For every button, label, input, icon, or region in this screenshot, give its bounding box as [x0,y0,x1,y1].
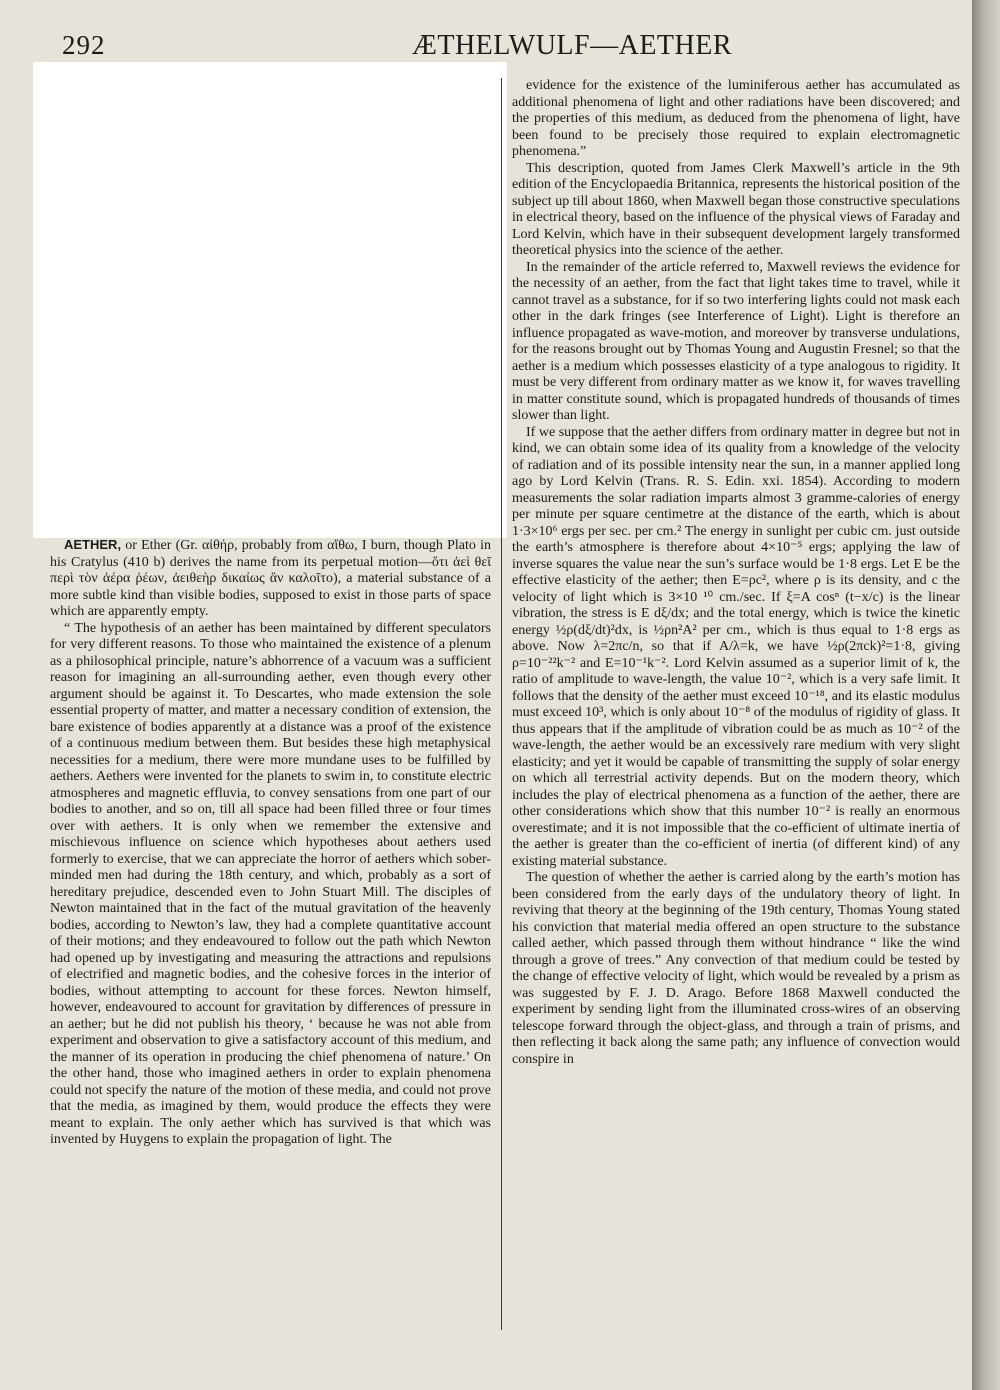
quote-continuation: evidence for the existence of the luminiferous aether has accumulated as additional phenomena of light and other radiations have been discovered; and the properties of this medium, as deduced from the phenomena of light, have been found to be precisely those required to explain electromagnetic phenomena.” [512,78,960,159]
aether-convection-paragraph: The question of whether the aether is carried along by the earth’s motion has been considered from the early days of the undulatory theory of light. In reviving that theory at the beginning of the 19th century, Thomas Young stated his conviction that material media offered an open structure to the substance called aether, which passed through them without hindrance “ like the wind through a grove of trees.” Any convection of that medium could be tested by the change of effective velocity of light, which would be revealed by a prism as was suggested by F. J. D. Arago. Before 1868 Maxwell conducted the experiment by sending light from the illuminated cross-wires of an observing telescope forward through the object-glass, and through a train of prisms, and then reflecting it back along the same path; any influence of convection would conspire in [512,870,960,1067]
necessity-of-aether-paragraph: In the remainder of the article referred to, Maxwell reviews the evidence for the necessity of an aether, from the fact that light takes time to travel, while it cannot travel as a substance, for if so two interfering lights could not mask each other in the dark fringes (see Interference of Light). Light is therefore an influence propagated as wave-motion, and moreover by transverse undulations, for the reasons brought out by Thomas Young and Augustin Fresnel; so that the aether is a medium which possesses elasticity of a type analogous to rigidity. It must be very different from ordinary matter as we know it, for waves travelling in matter constitute sound, which is propagated hundreds of thousands of times slower than light. [512,259,960,423]
redacted-block [33,62,507,538]
page-number: 292 [62,30,106,60]
aether-entry-intro [50,537,491,621]
running-head: ÆTHELWULF—AETHER [411,30,733,61]
maxwell-quote-paragraph: “ The hypothesis of an aether has been maintained by different speculators for very different reasons. To those who maintained the existence of a plenum as a philosophical principle, nature’s abhorrence of a vacuum was a sufficient reason for imagining an all-surrounding aether, even though every other argument should be against it. To Descartes, who made extension the sole essential property of matter, and matter a necessary condition of extension, the bare existence of bodies apparently at a distance was a proof of the existence of a continuous medium between them. But besides these high metaphysical necessities for a medium, there were more mundane uses to be fulfilled by aethers. Aethers were invented for the planets to swim in, to constitute electric atmospheres and magnetic effluvia, to convey sensations from one part of our bodies to another, and so on, till all space had been filled three or four times over with aethers. It is only when we remember the extensive and mischievous influence on science which hypotheses about aethers used formerly to exercise, that we can appreciate the horror of aethers which sober-minded men had during the 18th century, and which, probably as a sort of hereditary prejudice, descended even to John Stuart Mill. The disciples of Newton maintained that in the fact of the mutual gravitation of the heavenly bodies, according to Newton’s law, they had a complete quantitative account of their motions; and they endeavoured to follow out the path which Newton had opened up by investigating and measuring the attractions and repulsions of electrified and magnetic bodies, and the cohesive forces in the interior of bodies, without attempting to account for these forces. Newton himself, however, endeavoured to account for gravitation by differences of pressure in an aether; but he did not publish his theory, ‘ because he was not able from experiment and observation to give a satisfactory account of this medium, and the manner of its operation in producing the chief phenomena of nature.’ On the other hand, those who imagined aethers in order to explain phenomena could not specify the nature of the motion of these media, and could not prove that the media, as imagined by them, would produce the effects they were meant to explain. The only aether which has survived is that which was invented by Huygens to explain the propagation of light. The [50,620,491,1147]
aether-density-paragraph: If we suppose that the aether differs from ordinary matter in degree but not in kind, we can obtain some idea of its quality from a knowledge of the velocity of radiation and of its possible intensity near the sun, in a manner applied long ago by Lord Kelvin (Trans. R. S. Edin. xxi. 1854). According to modern measurements the solar radiation imparts almost 3 gramme-calories of energy per minute per square centimetre at the distance of the earth, which is about 1·3×10⁶ ergs per sec. per cm.² The energy in sunlight per cubic cm. just outside the earth’s atmosphere is therefore about 4×10⁻⁵ ergs; applying the law of inverse squares the value near the sun’s surface would be 1·8 ergs. Let E be the effective elasticity of the aether; then E=ρc², where ρ is its density, and c the velocity of light which is 3×10 ¹⁰ cm./sec. If ξ=A cosⁿ (t−x/c) is the linear vibration, the stress is E dξ/dx; and the total energy, which is twice the kinetic energy ½ρ(dξ/dt)²dx, is ½ρn²A² per cm., which is thus equal to 1·8 ergs as above. Now λ=2πc/n, so that if A/λ=k, we have ½ρ(2πck)²=1·8, giving ρ=10⁻²²k⁻² and E=10⁻¹k⁻². Lord Kelvin assumed as a superior limit of k, the ratio of amplitude to wave-length, the value 10⁻², which is a very safe limit. It follows that the density of the aether must exceed 10⁻¹⁸, and its elastic modulus must exceed 10³, which is only about 10⁻⁸ of the modulus of rigidity of glass. It thus appears that if the amplitude of vibration could be as much as 10⁻² of the wave-length, the aether would be an excessively rare medium with very slight elasticity; and yet it would be capable of transmitting the supply of solar energy on which all terrestrial activity depends. But on the modern theory, which includes the play of electrical phenomena as a function of the aether, there are other considerations which show that this number 10⁻² is really an enormous overestimate; and it is not impossible that the co-efficient of ultimate inertia of the aether is greater than the co-efficient of inertia (of different kind) of any existing material substance. [512,424,960,869]
headword-aether: AETHER, [64,537,122,552]
maxwell-description-paragraph: This description, quoted from James Clerk Maxwell’s article in the 9th edition of the Encyclopaedia Britannica, represents the historical position of the subject up till about 1860, when Maxwell began those constructive speculations in electrical theory, based on the influence of the physical views of Faraday and Lord Kelvin, which have in their subsequent development largely transformed theoretical physics into the science of the aether. [512,160,960,258]
intro-text: or Ether (Gr. αἰθήρ, probably from αἴθω, I burn, though Plato in his Cratylus (410 b) derives the name from its perpetual motion—ὅτι ἀεὶ θεῖ περὶ τὸν ἀέρα ῥέων, ἀειθεὴρ δικαίως ἂν καλοῖτο), a material substance of a more subtle kind than visible bodies, supposed to exist in those parts of space which are apparently empty. [50,538,491,619]
column-rule [501,78,502,1330]
right-column [512,78,960,1068]
left-column [50,537,491,1149]
page-edge [972,0,1000,1390]
